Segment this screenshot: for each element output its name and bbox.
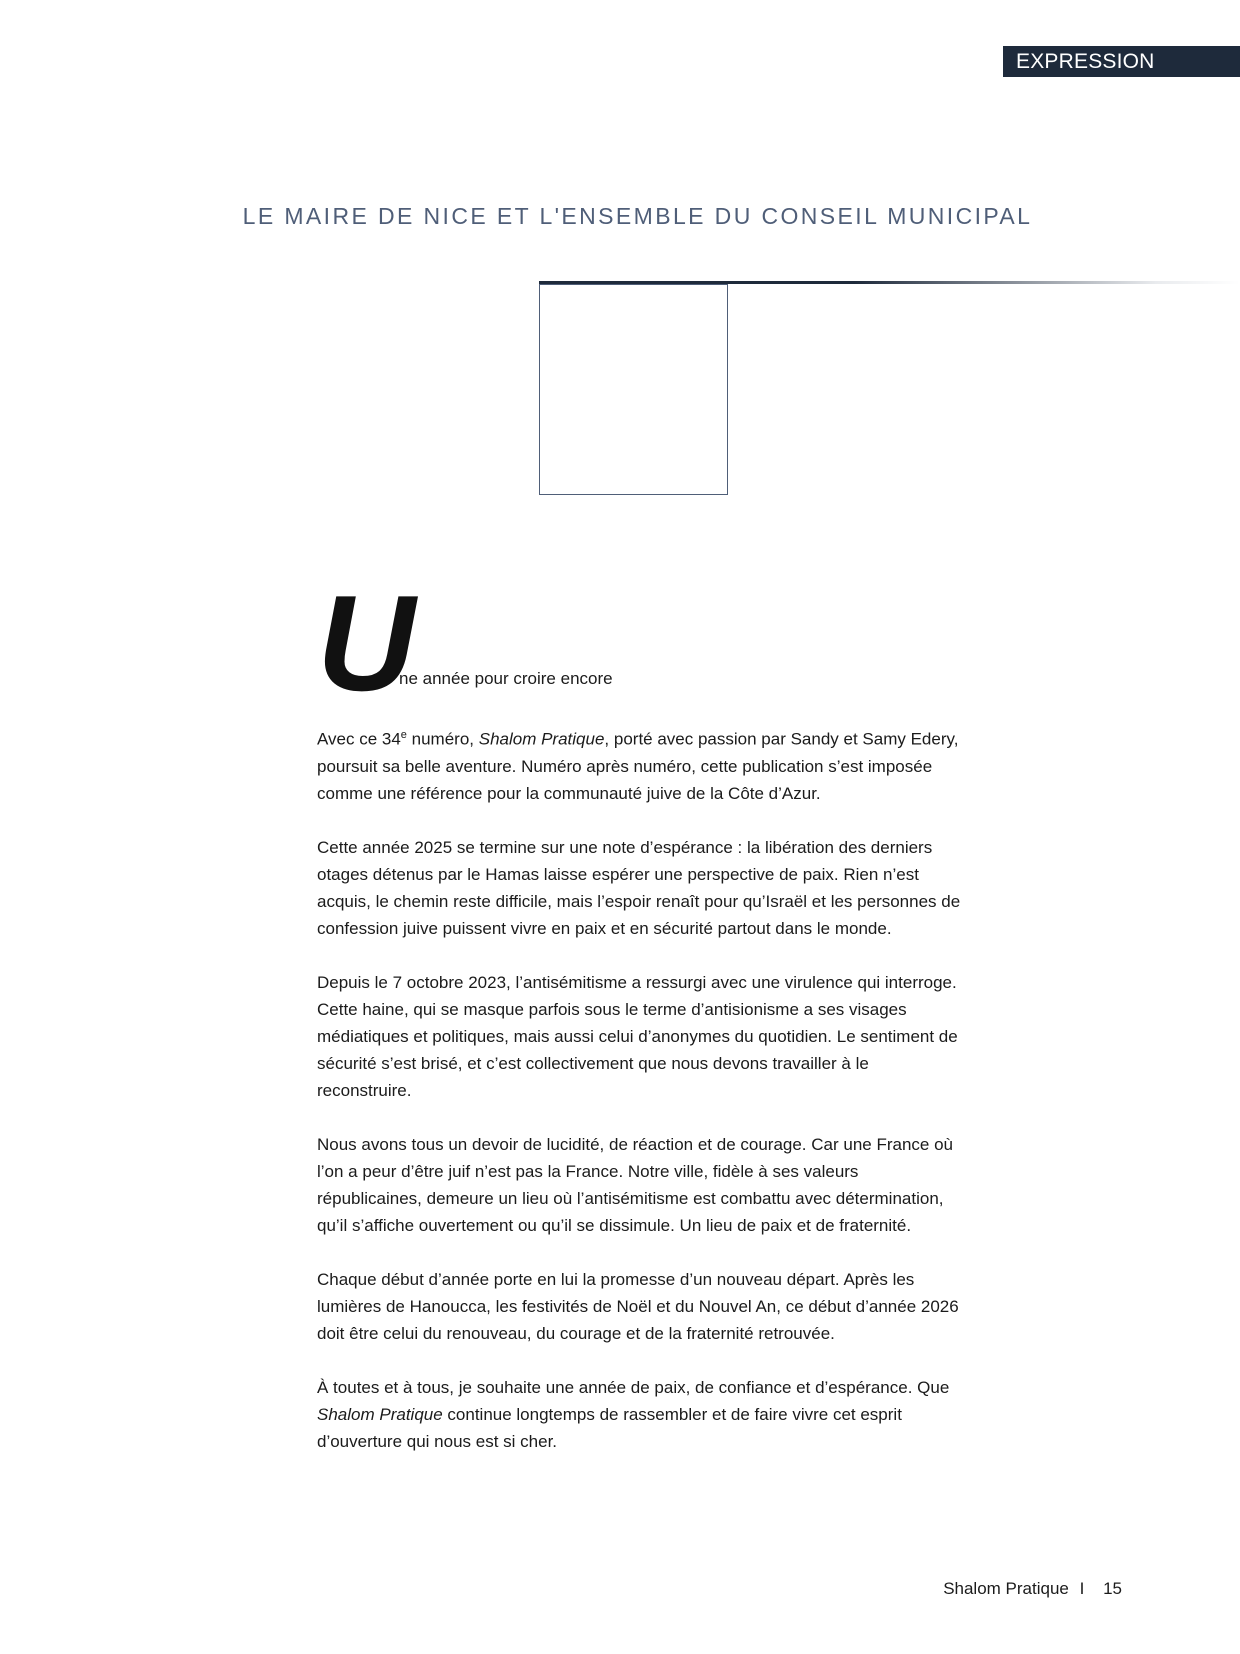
p6-publication-name: Shalom Pratique: [317, 1404, 443, 1424]
paragraph-6: [317, 1374, 963, 1455]
footer-publication: Shalom Pratique: [943, 1579, 1069, 1598]
p1-superscript: e: [400, 729, 407, 741]
drop-cap: U: [317, 567, 416, 719]
p6-text-b: continue longtemps de rassembler et de faire vivre cet esprit d’ouverture qui nous est si cher.: [317, 1404, 902, 1451]
paragraph-1: [317, 722, 963, 807]
lead-title: ne année pour croire encore: [399, 669, 613, 688]
section-tag: EXPRESSION: [1003, 46, 1240, 77]
footer-separator: I: [1079, 1579, 1085, 1598]
photo-frame: [539, 284, 728, 495]
paragraph-5: Chaque début d’année porte en lui la promesse d’un nouveau départ. Après les lumières de Hanoucca, les festivités de Noël et du Nouvel An, ce début d’année 2026 doit être celui du renouveau, du courage et de la fraternité retrouvée.: [317, 1269, 959, 1343]
paragraph-2: Cette année 2025 se termine sur une note d’espérance : la libération des derniers otages détenus par le Hamas laisse espérer une perspective de paix. Rien n’est acquis, le chemin reste difficile, mais l’espoir renaît pour qu’Israël et les personnes de confession juive puissent vivre en paix et en sécurité partout dans le monde.: [317, 837, 961, 938]
page-number: 15: [1103, 1579, 1122, 1598]
paragraph-4: Nous avons tous un devoir de lucidité, de réaction et de courage. Car une France où l’on a peur d’être juif n’est pas la France. Notre ville, fidèle à ses valeurs républicaines, demeure un lieu où l’antisémitisme est combattu avec détermination, qu’il s’affiche ouvertement ou qu’il se dissimule. Un lieu de paix et de fraternité.: [317, 1134, 953, 1235]
p1-text-c: , porté avec passion par Sandy et Samy Edery, poursuit sa belle aventure. Numéro après numéro, cette publication s’est imposée comme une référence pour la communauté juive de la Côte d’Azur.: [317, 729, 959, 803]
p1-publication-name: Shalom Pratique: [478, 729, 605, 749]
p6-text-a: À toutes et à tous, je souhaite une année de paix, de confiance et d’espérance. Que: [317, 1377, 950, 1397]
p1-text-b: numéro,: [406, 729, 479, 749]
article-intro: [317, 567, 957, 719]
paragraph-3: Depuis le 7 octobre 2023, l’antisémitisme a ressurgi avec une virulence qui interroge. Cette haine, qui se masque parfois sous le terme d’antisionisme a ses visages médiatiques et politiques, mais aussi celui d’anonymes du quotidien. Le sentiment de sécurité s’est brisé, et c’est collectivement que nous devons travailler à le reconstruire.: [317, 972, 958, 1100]
article-body: [317, 722, 963, 1455]
headline: LE MAIRE DE NICE ET L'ENSEMBLE DU CONSEIL MUNICIPAL: [242, 203, 1033, 229]
p1-text-a: Avec ce 34: [317, 729, 401, 749]
page-footer: [943, 1579, 1122, 1599]
